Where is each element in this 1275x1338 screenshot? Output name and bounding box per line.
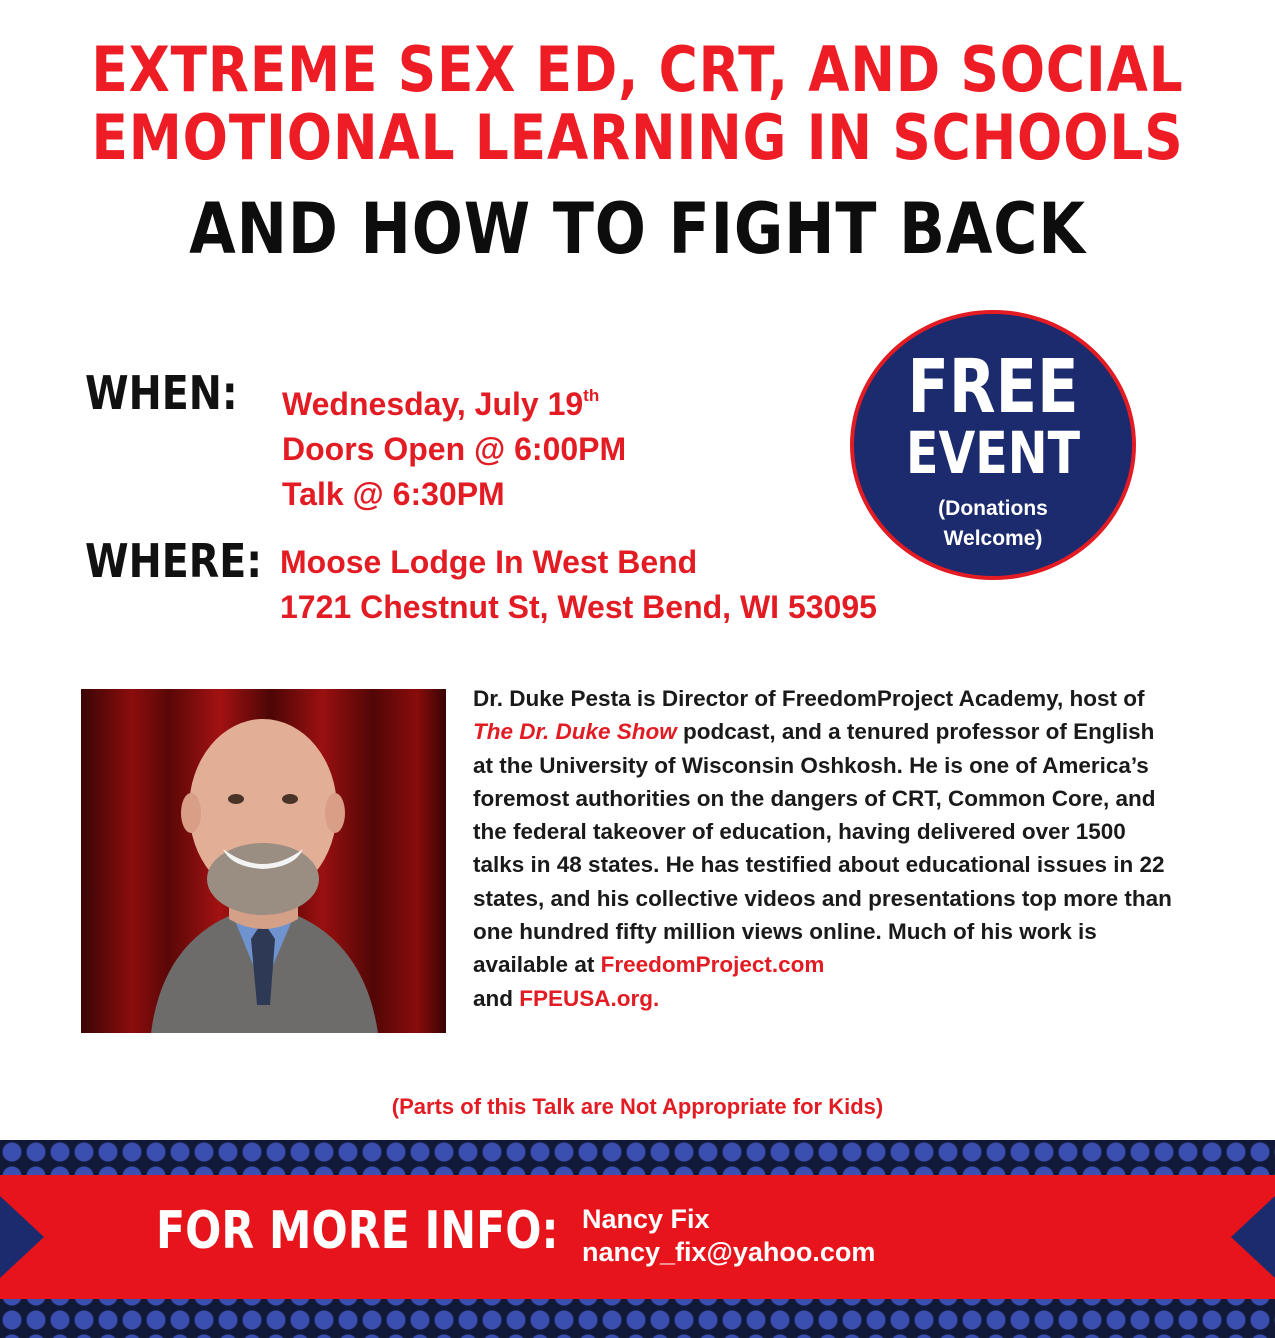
contact-info (582, 1203, 875, 1269)
doors-open-time: Doors Open @ 6:00PM (282, 431, 627, 467)
where-details (280, 540, 877, 630)
ribbon-right-notch (1231, 1196, 1275, 1278)
venue-name: Moose Lodge In West Bend (280, 544, 698, 580)
content-warning: (Parts of this Talk are Not Appropriate for Kids) (391, 1094, 884, 1119)
speaker-photo (81, 689, 446, 1033)
contact-name: Nancy Fix (582, 1204, 710, 1234)
when-label: WHEN: (85, 366, 238, 420)
more-info-label: FOR MORE INFO: (156, 1201, 559, 1261)
headline-line-1: EXTREME SEX ED, CRT, AND SOCIAL (91, 33, 1184, 106)
where-label: WHERE: (85, 534, 263, 588)
fpeusa-link[interactable]: FPEUSA.org. (519, 985, 660, 1011)
badge-free-text: FREE (907, 344, 1079, 430)
event-date: Wednesday, July 19th (282, 386, 600, 422)
bio-text-2: podcast, and a tenured professor of English at the University of Wisconsin Oshkosh. He is one of America’s foremost authorities on the dangers of CRT, Common Core, and the federal takeover of education, having delivered over 1500 talks in 48 states. He has testified about educational issues in 22 states, and his collective videos and presentations top more than one hundred fifty million views online. Much of his work is available at (473, 719, 1172, 978)
speaker-bio (473, 682, 1173, 1015)
badge-donations-line-1: (Donations (938, 497, 1048, 520)
venue-address: 1721 Chestnut St, West Bend, WI 53095 (280, 589, 877, 625)
show-title: The Dr. Duke Show (473, 719, 677, 745)
badge-event-text: EVENT (905, 419, 1081, 487)
free-event-badge (850, 310, 1136, 580)
speaker-portrait-image (81, 689, 446, 1033)
bio-text-1: Dr. Duke Pesta is Director of FreedomProject Academy, host of (473, 686, 1145, 711)
freedomproject-link[interactable]: FreedomProject.com (600, 952, 825, 978)
bio-text-3: and (473, 985, 520, 1011)
badge-donations-line-2: Welcome) (943, 527, 1043, 550)
headline-line-3: AND HOW TO FIGHT BACK (189, 188, 1086, 270)
when-details (282, 373, 626, 517)
badge-donations-text (854, 494, 1132, 554)
ribbon-left-notch (0, 1196, 44, 1278)
contact-email[interactable]: nancy_fix@yahoo.com (582, 1237, 876, 1267)
talk-time: Talk @ 6:30PM (282, 476, 505, 512)
headline-line-2: EMOTIONAL LEARNING IN SCHOOLS (91, 101, 1184, 174)
